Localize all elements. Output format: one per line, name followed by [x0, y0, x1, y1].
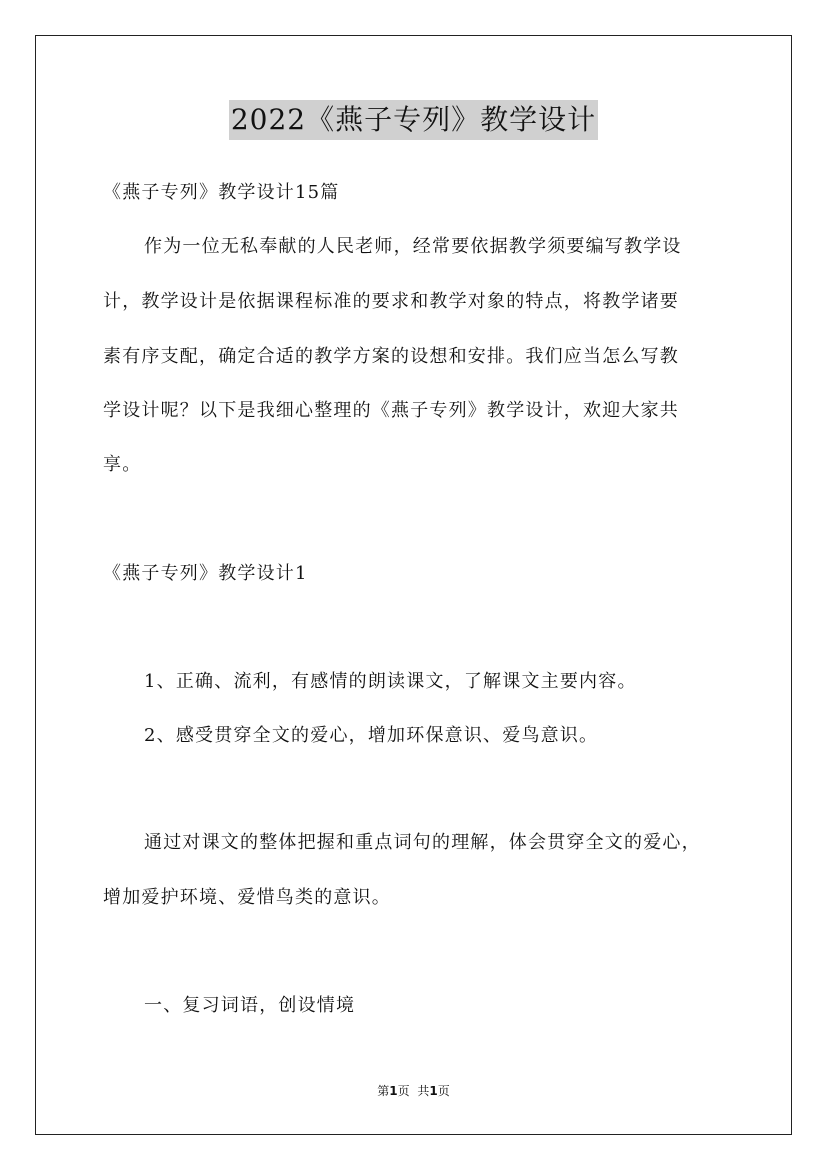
footer-page-number: 1 [389, 1084, 398, 1098]
intro-line-4: 学设计呢？以下是我细心整理的《燕子专列》教学设计，欢迎大家共 [103, 400, 679, 421]
footer-total-suffix: 页 [437, 1084, 450, 1098]
key-point-line-2: 增加爱护环境、爱惜鸟类的意识。 [103, 887, 391, 908]
key-point-line-1: 通过对课文的整体把握和重点词句的理解，体会贯穿全文的爱心， [144, 832, 701, 853]
document-title: 2022《燕子专列》教学设计 [229, 100, 598, 140]
title-container [0, 100, 827, 140]
section-heading: 《燕子专列》教学设计1 [103, 563, 308, 584]
intro-line-2: 计，教学设计是依据课程标准的要求和教学对象的特点，将教学诸要 [103, 291, 679, 312]
footer-page-prefix: 第 [377, 1084, 390, 1098]
goal-item-2: 2、感受贯穿全文的爱心，增加环保意识、爱鸟意识。 [144, 725, 599, 746]
footer-total-number: 1 [429, 1084, 438, 1098]
step-heading: 一、复习词语，创设情境 [144, 995, 356, 1016]
intro-line-3: 素有序支配，确定合适的教学方案的设想和安排。我们应当怎么写教 [103, 346, 679, 367]
goal-item-1: 1、正确、流利，有感情的朗读课文，了解课文主要内容。 [144, 671, 637, 692]
document-subtitle: 《燕子专列》教学设计15篇 [103, 182, 340, 203]
intro-line-5: 享。 [103, 454, 142, 475]
intro-line-1: 作为一位无私奉献的人民老师，经常要依据教学须要编写教学设 [144, 236, 682, 257]
footer-total-prefix: 共 [417, 1084, 430, 1098]
page-footer [0, 1082, 827, 1100]
footer-page-suffix: 页 [397, 1084, 410, 1098]
